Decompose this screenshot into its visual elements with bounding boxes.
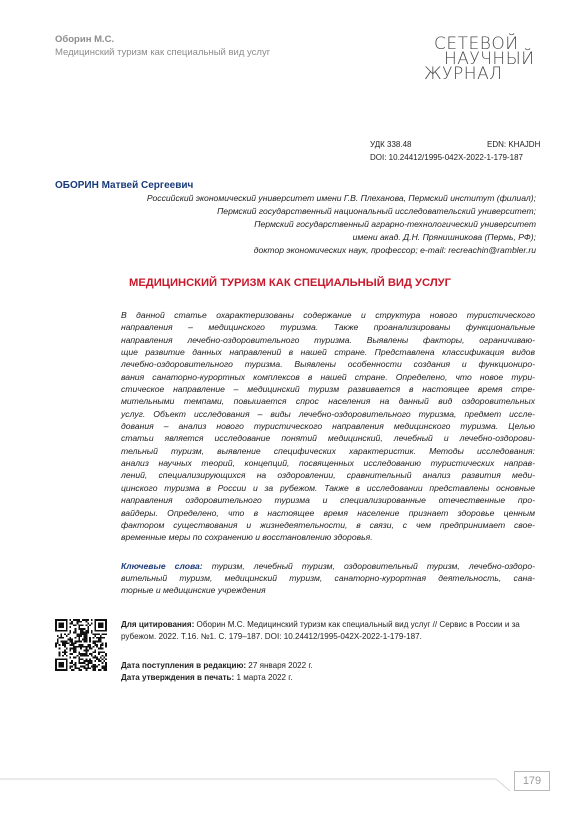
abstract-line: направления – медицинского туризма. Также проанализированы функциональные	[121, 322, 535, 333]
abstract-line: цинского туризма в России и за рубежом. Также в исследовании представлены основные	[121, 482, 535, 493]
edn-code: EDN: KHAJDH	[487, 140, 541, 149]
abstract-line: вайдеры. Определено, что в настоящее время население признает здоровье ценным	[121, 507, 535, 518]
affiliation-line: доктор экономических наук, профессор; e-mail: recreachin@rambler.ru	[253, 245, 536, 255]
approved-label: Дата утверждения в печать:	[121, 673, 235, 682]
received-date	[121, 661, 313, 670]
journal-logo	[422, 34, 552, 84]
abstract-line: В данной статье охарактеризованы содержание и структура нового туристического	[121, 310, 535, 320]
affiliation-line: Российский экономический университет имени Г.В. Плеханова, Пермский институт (филиал);	[146, 193, 536, 203]
abstract-line: направления оздоровительного туризма и специализированные отечественные про-	[121, 495, 535, 506]
keywords	[121, 560, 535, 597]
abstract-line: мительными темпами, повышается спрос населения на данный вид оздоровительных	[121, 396, 535, 407]
author-name: ОБОРИН Матвей Сергеевич	[55, 180, 194, 191]
approved-value: 1 марта 2022 г.	[234, 673, 293, 682]
abstract-line: тельный туризм, выявление специфических характеристик. Методы исследования:	[121, 445, 535, 456]
keywords-line	[121, 560, 535, 572]
keywords-label: Ключевые слова:	[121, 561, 203, 571]
doi-link[interactable]: DOI: 10.24412/1995-042X-2022-1-179-187	[370, 153, 523, 162]
abstract-line: временные меры по сохранению и восстановлению здоровья.	[121, 532, 373, 543]
journal-logo-line: НАУЧНЫЙ	[444, 49, 535, 69]
abstract-line: стическое направление – медицинский туризм развивается в настоящее время стре-	[121, 384, 535, 395]
citation-text: Оборин М.С. Медицинский туризм как специальный вид услуг // Сервис в России и за рубежом. 2022. Т.16. №1. С. 179–187. DOI: 10.24412/1995-042X-2022-1-179-187.	[121, 620, 520, 641]
abstract-line: фактором существования и жизнедеятельности, в связи, с чем предпринимает свое-	[121, 519, 535, 530]
abstract-line: статьи является исследование понятий медицинский, лечебный и лечебно-оздорови-	[121, 433, 535, 444]
received-label: Дата поступления в редакцию:	[121, 661, 247, 670]
footer-rule	[0, 778, 580, 792]
citation	[121, 619, 541, 642]
page-number: 179	[514, 771, 550, 791]
citation-label: Для цитирования:	[121, 620, 195, 629]
journal-logo-line: ЖУРНАЛ	[424, 64, 503, 84]
received-value: 27 января 2022 г.	[246, 661, 313, 670]
abstract-line: дования – анализ нового туристического направления медицинского туризма. Целью	[121, 421, 535, 432]
affiliation-line: имени акад. Д.Н. Прянишникова (Пермь, РФ);	[352, 232, 536, 242]
running-author: Оборин М.С.	[55, 34, 115, 45]
abstract-line: услуг. Объект исследования – виды лечебно-оздоровительного туризма, предмет иссле-	[121, 408, 535, 419]
keywords-line: торные и медицинские учреждения	[121, 585, 266, 596]
journal-logo-line: СЕТЕВОЙ	[434, 34, 519, 54]
keywords-line: вительный туризм, медицинский туризм, санаторно-курортная деятельность, сана-	[121, 573, 535, 584]
qr-code	[55, 619, 107, 671]
affiliation-line: Пермский государственный национальный исследовательский университет;	[217, 206, 536, 216]
affiliation-line: Пермский государственный аграрно-технологический университет	[254, 219, 536, 229]
abstract-line: направления лечебно-оздоровительного туризма. Выявлены факторы, ограничиваю-	[121, 334, 535, 345]
abstract-line: вания санаторно-курортных комплексов в нашей стране. Определено, что новое тури-	[121, 371, 535, 382]
article-title: МЕДИЦИНСКИЙ ТУРИЗМ КАК СПЕЦИАЛЬНЫЙ ВИД УСЛУГ	[129, 277, 451, 289]
abstract	[121, 309, 535, 544]
abstract-line: анализ научных теорий, концепций, посвященных исследованию туристических направ-	[121, 458, 535, 469]
abstract-line: лений, специализирующихся на оздоровлении, сравнительный анализ развития меди-	[121, 470, 535, 481]
udk-code: УДК 338.48	[370, 140, 412, 149]
keywords-text: туризм, лечебный туризм, оздоровительный туризм, лечебно-оздоро-	[202, 561, 535, 571]
running-title: Медицинский туризм как специальный вид услуг	[55, 47, 271, 58]
approved-date	[121, 673, 292, 682]
abstract-line: лечебно-оздоровительного туризма. Выявлены особенности создания и функциониро-	[121, 359, 535, 370]
abstract-line: щие развитие данных направлений в нашей стране. Представлена классификация видов	[121, 347, 535, 358]
